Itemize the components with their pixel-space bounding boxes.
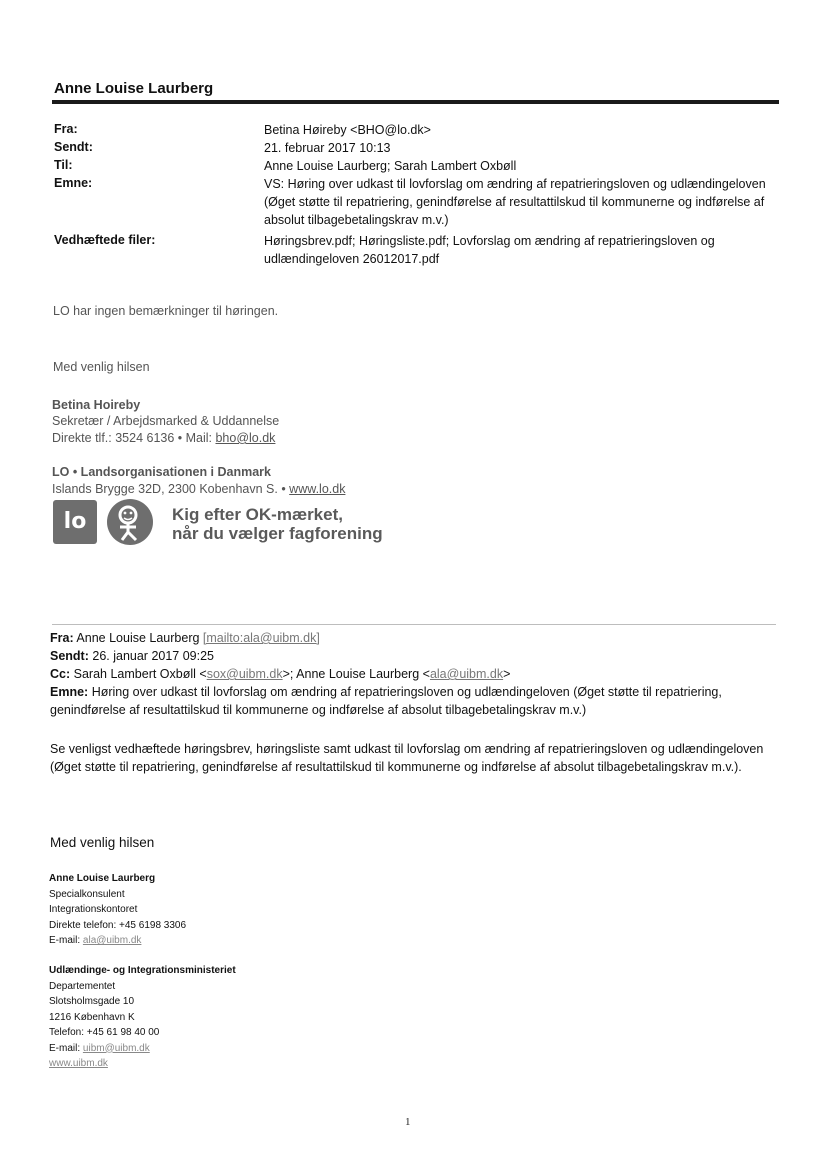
to-value: Anne Louise Laurberg; Sarah Lambert Oxbøll <box>264 159 517 173</box>
ok-mark-icon <box>106 498 154 546</box>
subject-value: VS: Høring over udkast til lovforslag om ændring af repatrieringsloven og udlændingeloven (Øget støtte til repatriering, genindførelse af resultattilskud til kommunerne og indførelse af absolut tilbagebetalingskrav m.v.) <box>264 177 766 227</box>
fwd-subject-line <box>50 683 770 719</box>
fwd-signature <box>49 871 186 949</box>
fwd-sig-email-link[interactable]: ala@uibm.dk <box>82 935 142 946</box>
ministry-city: 1216 København K <box>49 1011 135 1023</box>
ministry-email-label: E-mail: <box>49 1042 83 1054</box>
ok-slogan-line2: når du vælger fagforening <box>172 524 383 543</box>
ministry-dept: Departementet <box>49 980 116 992</box>
ministry-block <box>49 963 236 1072</box>
fwd-cc-end: > <box>503 667 511 681</box>
fwd-sent-line <box>50 647 214 665</box>
greeting: Med venlig hilsen <box>53 360 150 374</box>
to-label: Til: <box>54 158 73 172</box>
from-value: Betina Høireby <BHO@lo.dk> <box>264 123 431 137</box>
fwd-sig-office: Integrationskontoret <box>49 904 138 915</box>
ok-slogan-line1: Kig efter OK-mærket, <box>172 505 343 524</box>
fwd-cc-email2-link[interactable]: ala@uibm.dk <box>429 667 504 681</box>
ok-slogan <box>172 505 383 543</box>
fwd-cc-label: Cc: <box>50 667 71 681</box>
signature-name: Betina Hoireby <box>52 398 141 412</box>
signature-contact <box>52 430 275 446</box>
signature-address-text: Islands Brygge 32D, 2300 Kobenhavn S. • <box>52 482 290 496</box>
fwd-sig-email-label: E-mail: <box>49 935 83 946</box>
fwd-from-label: Fra: <box>50 631 74 645</box>
reply-body: LO har ingen bemærkninger til høringen. <box>53 304 279 318</box>
fwd-sig-phone: Direkte telefon: +45 6198 3306 <box>49 919 187 931</box>
fwd-sent-label: Sendt: <box>50 649 89 663</box>
fwd-sent-value: 26. januar 2017 09:25 <box>92 649 215 663</box>
attachments-label: Vedhæftede filer: <box>54 233 156 247</box>
signature-contact-text: Direkte tlf.: 3524 6136 • Mail: <box>52 431 216 445</box>
sent-label: Sendt: <box>54 140 93 154</box>
signature-title: Sekretær / Arbejdsmarked & Uddannelse <box>52 414 280 428</box>
ministry-name: Udlændinge- og Integrationsministeriet <box>49 965 236 976</box>
fwd-sig-title: Specialkonsulent <box>49 888 125 900</box>
fwd-cc-email1-link[interactable]: sox@uibm.dk <box>206 667 283 681</box>
fwd-cc-line <box>50 665 510 683</box>
header-rule <box>52 100 779 104</box>
signature-website-link[interactable]: www.lo.dk <box>289 482 346 496</box>
fwd-sig-name: Anne Louise Laurberg <box>49 873 156 884</box>
fwd-mailto-link[interactable]: [mailto:ala@uibm.dk] <box>202 631 320 645</box>
from-label: Fra: <box>54 122 78 136</box>
subject-label: Emne: <box>54 176 93 190</box>
sent-value: 21. februar 2017 10:13 <box>264 141 391 155</box>
fwd-greeting: Med venlig hilsen <box>50 835 155 850</box>
lo-logo-lettering: lo <box>63 509 87 534</box>
ministry-phone: Telefon: +45 61 98 40 00 <box>49 1027 160 1038</box>
fwd-from-value: Anne Louise Laurberg <box>76 631 203 645</box>
signature-email-link[interactable]: bho@lo.dk <box>215 431 276 445</box>
lo-logo-icon <box>53 500 97 544</box>
ministry-street: Slotsholmsgade 10 <box>49 996 135 1007</box>
fwd-from-line <box>50 629 320 647</box>
attachments-value[interactable]: Høringsbrev.pdf; Høringsliste.pdf; Lovforslag om ændring af repatrieringsloven og udlændingeloven 26012017.pdf <box>264 234 715 266</box>
fwd-cc-mid: >; Anne Louise Laurberg < <box>282 667 430 681</box>
fwd-sig-email-line <box>49 933 186 949</box>
ministry-email-link[interactable]: uibm@uibm.dk <box>82 1042 150 1054</box>
document-owner-name: Anne Louise Laurberg <box>54 80 214 97</box>
fwd-subject-value: Høring over udkast til lovforslag om ændring af repatrieringsloven og udlændingeloven (Øget støtte til repatriering, genindførelse af resultattilskud til kommunerne og indførelse af absolut tilbagebetalingskrav m.v.) <box>50 685 722 717</box>
ministry-website-link[interactable]: www.uibm.dk <box>49 1058 108 1069</box>
fwd-subject-label: Emne: <box>50 685 89 699</box>
page-number: 1 <box>405 1116 411 1128</box>
fwd-body: Se venligst vedhæftede høringsbrev, høringsliste samt udkast til lovforslag om ændring af repatrieringsloven og udlændingeloven (Øget støtte til repatriering, genindførelse af resultattilskud til kommunerne og indførelse af absolut tilbagebetalingskrav m.v.). <box>50 742 764 774</box>
signature-address <box>52 481 345 497</box>
forward-separator <box>52 624 776 625</box>
ministry-email-line <box>49 1041 236 1057</box>
signature-org: LO • Landsorganisationen i Danmark <box>52 465 272 479</box>
fwd-cc-name1: Sarah Lambert Oxbøll < <box>73 667 207 681</box>
